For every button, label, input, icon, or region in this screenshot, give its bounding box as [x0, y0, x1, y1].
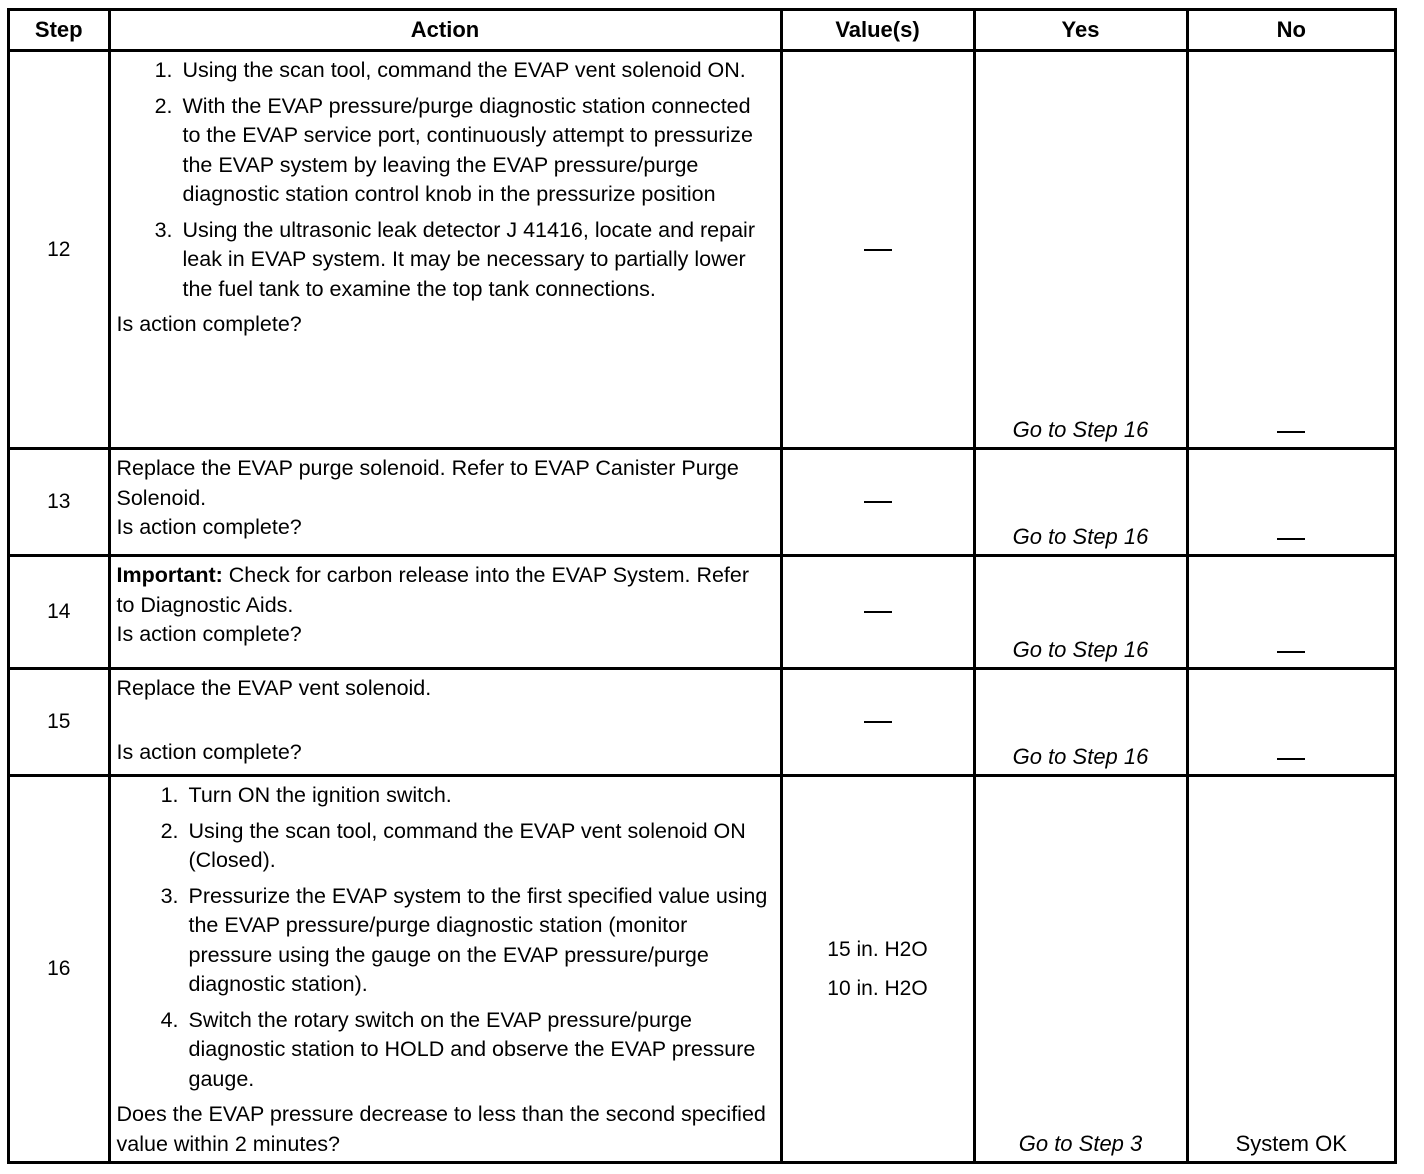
action-steps: [117, 56, 772, 304]
action-text: [117, 561, 772, 620]
important-text: Check for carbon release into the EVAP System. Refer to Diagnostic Aids.: [116, 563, 750, 617]
action-step: 1. Turn ON the ignition switch.: [185, 781, 772, 811]
action-step: 2. Using the scan tool, command the EVAP vent solenoid ON (Closed).: [185, 817, 772, 876]
no-cell: [1187, 51, 1394, 449]
header-values: Value(s): [781, 11, 974, 51]
table-row: [10, 669, 1394, 776]
table-row: [10, 776, 1394, 1162]
action-cell: [109, 776, 781, 1162]
empty-no-dash: [1277, 758, 1305, 760]
value-cell: [781, 776, 974, 1162]
table-row: [10, 51, 1394, 449]
table-row: [10, 449, 1394, 556]
action-step: 3. Pressurize the EVAP system to the first specified value using the EVAP pressure/purge diagnostic station (monitor pressure using the gauge on the EVAP pressure/purge diagnostic station).: [185, 882, 772, 1000]
empty-value-dash: [864, 611, 892, 613]
table-row: [10, 556, 1394, 669]
value-cell: [781, 556, 974, 669]
no-cell: [1187, 449, 1394, 556]
empty-no-dash: [1277, 431, 1305, 433]
second-specified-value: 10 in. H2O: [827, 977, 928, 1000]
action-steps: [117, 781, 772, 1094]
empty-value-dash: [864, 501, 892, 503]
action-step: 2. With the EVAP pressure/purge diagnostic station connected to the EVAP service port, continuously attempt to pressurize the EVAP system by leaving the EVAP pressure/purge diagnostic station control knob in the pressurize position: [179, 92, 772, 210]
header-row: [10, 11, 1394, 51]
diagnostic-table: [10, 11, 1394, 1161]
empty-value-dash: [864, 249, 892, 251]
action-step: 3. Using the ultrasonic leak detector J 41416, locate and repair leak in EVAP system. It may be necessary to partially lower the fuel tank to examine the top tank connections.: [179, 216, 772, 305]
no-cell: [1187, 669, 1394, 776]
yes-result: Go to Step 16: [974, 51, 1187, 449]
action-question: Is action complete?: [116, 312, 302, 336]
no-result: System OK: [1187, 776, 1394, 1162]
yes-result: Go to Step 16: [974, 669, 1187, 776]
header-yes: Yes: [974, 11, 1187, 51]
action-cell: [109, 449, 781, 556]
step-number: 14: [10, 556, 109, 669]
step-number: 15: [10, 669, 109, 776]
empty-no-dash: [1277, 651, 1305, 653]
action-question: Is action complete?: [116, 515, 302, 539]
action-step: 1. Using the scan tool, command the EVAP vent solenoid ON.: [179, 56, 772, 86]
step-number: 16: [10, 776, 109, 1162]
yes-result: Go to Step 16: [974, 449, 1187, 556]
empty-value-dash: [864, 721, 892, 723]
step-number: 13: [10, 449, 109, 556]
diagnostic-table-frame: [7, 8, 1397, 1164]
yes-result: Go to Step 3: [974, 776, 1187, 1162]
value-cell: [781, 449, 974, 556]
action-question: Is action complete?: [116, 739, 302, 764]
header-step: Step: [10, 11, 109, 51]
action-step: 4. Switch the rotary switch on the EVAP pressure/purge diagnostic station to HOLD and observe the EVAP pressure gauge.: [185, 1006, 772, 1095]
yes-result: Go to Step 16: [974, 556, 1187, 669]
header-action: Action: [109, 11, 781, 51]
step-number: 12: [10, 51, 109, 449]
no-cell: [1187, 556, 1394, 669]
value-cell: [781, 669, 974, 776]
first-specified-value: 15 in. H2O: [827, 938, 928, 961]
header-no: No: [1187, 11, 1394, 51]
empty-no-dash: [1277, 538, 1305, 540]
action-text: Replace the EVAP vent solenoid.: [116, 676, 432, 700]
action-question: Is action complete?: [116, 622, 302, 646]
important-label: Important:: [116, 563, 223, 587]
action-text: Replace the EVAP purge solenoid. Refer to EVAP Canister Purge Solenoid.: [116, 456, 739, 510]
action-cell: [109, 51, 781, 449]
value-cell: [781, 51, 974, 449]
action-cell: [109, 556, 781, 669]
action-cell: [109, 669, 781, 776]
action-question: Does the EVAP pressure decrease to less than the second specified value within 2 minutes?: [116, 1102, 766, 1156]
